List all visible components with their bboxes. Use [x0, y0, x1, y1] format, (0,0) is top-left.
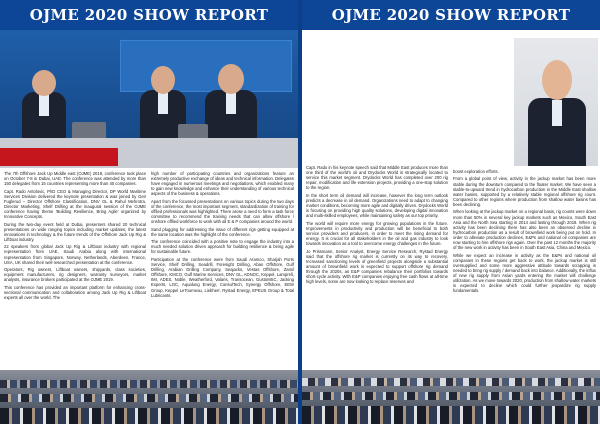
left-report-title: OJME 2020 SHOW REPORT: [29, 6, 269, 24]
paragraph: This conference has provided an important platform for enhancing cross-sectional communication and collaboration among Jack Up Rig & Liftboat experts all over the world. The: [4, 284, 146, 301]
paragraph: Jo Prissmann, Senior Analyst, Energy Service Research, Rystad Energy said that the offshore rig market is currently on its way to recovery. Increased sanctioning levels of greenfield projects alongside a substantial amount of brownfield work is expected to support offshore rig demand through the 2020s, as E&P companies rebalance their portfolios towards short-cycle activity. With E&P companies enjoying free cash flows at all-time high levels, some are now looking to replace reserves and: [306, 248, 448, 285]
paragraph: high number of participating countries and organizations feature an extremely productive exchange of ideas and technical information. Delegates have engaged in numerous meetings and negotiations, which enabled many to gain new knowledge and enhance their understanding of various technical aspects of the business & operations.: [151, 171, 294, 197]
paragraph: Operators, Rig owners, Liftboat owners, shipyards, class societies, equipment manufacturers, rig designers, warranty surveyors, market analysts, insurance brokers participated at the OJME 2019.: [4, 267, 146, 283]
left-column-2: [151, 171, 294, 369]
left-audience-photo: [0, 370, 298, 424]
paragraph: The 7th Offshore Jack Up Middle east (OJME) 2019, conference took place on October 7-8 in Dubai, UAE. The conference was attended by more than 150 delegates from 15 countries representing more than 40 companies.: [4, 171, 146, 187]
stage-screen: [120, 40, 292, 92]
paragraph: From a global point of view, activity in the jackup market has been more stable during the downturn compared to the floater market. We have seen a stable-to-upward trend in hydrocarbon production in the Middle East shallow water basins, supported by a relatively stable regional offshore rig count. Compared to other regions where production from shallow water basins has been declining.: [453, 176, 596, 207]
left-page: [0, 0, 298, 424]
left-column-1: [4, 171, 146, 369]
paragraph: The conference coincided with a positive note to engage the industry into a much needed solution driven approach for building resilience & being agile for sustainable future.: [151, 239, 294, 255]
paragraph: Apart from the focussed presentations on various topics during the two days of the conference, the most important segment, standardization of training for offlied professionals was highlighted. There arose a need to form a task force committee to recommend the training needs that can allow offshore / onshore offlied workforce to work with all E & P companies around the world.: [151, 198, 294, 225]
right-column-1: [306, 165, 448, 368]
paragraph: The world will require more energy for growing populations in the future. Improvements in productivity and production will be beneficial to both service providers and producers, in order to meet the rising demand for energy. It is crucial for all stakeholders in the oil and gas industry to look towards innovation as a tool to overcome energy challenges in the future.: [306, 220, 448, 247]
left-title-band: [0, 0, 298, 30]
paragraph: Capt. Rado Antolovic, PhD CEO & Managing Director, DP World Maritime Services Division delivered the keynote presentation & was joined by Geir Fuglerud – Director Offshore Classification, DNV GL & Rahul Mehrotra, Director Marketing, Shelf Drilling at the inaugural session of the OJME conference having theme 'Building Resilience, Bring Agile' organized by Innovative Concepts.: [4, 188, 146, 220]
paragraph: In the short term oil demand will increase, however the long term outlook predicts a decrease in oil demand. Organizations need to adapt to changing market conditions, becoming more agile and digitally driven. Drydocks World is focusing on providing high quality solutions, developing digital innovation and multi-skilled employees, while maintaining safety as our top priority.: [306, 192, 448, 219]
right-page: [302, 0, 600, 424]
paragraph: During the two-day event held at Dubai, presenters shared 20 technical presentations on wide ranging topics including market updates, the latest innovations in technology & the future trends of the Offshore Jack Up Rig & Liftboat industry.: [4, 221, 146, 242]
red-accent-bar: [0, 148, 118, 166]
paragraph: Participation at the conference were from Saudi Aramco, Sharjah Ports Service, Shelf Drilling, Seadrill, Foresight Drilling, Aban Offshore, Gulf Drilling, Arabian Drilling Company, Seajacks, Vestas Offshore, Zamil Offshore, KMCO, Gulf Marine Services, DNV GL, ADNOC, Keppel, Lamprell, IMI, ADES, Noble, Weatherford, Valaris, Transocean, GustoMSC, Jacking Experts, LOC, Aqualung Energy, ConsulTech, Synergy Offshore, EEW Group, Keppel LeTourneau, Liebherr, Rystad Energy, EPEUS Group & Total Lubricants.: [151, 256, 294, 298]
paragraph: 22 speakers from global Jack Up Rig & Liftboat industry with regional representation from UAE, Saudi Arabia along with international representation from Singapore, Norway, Netherlands, Aberdeen, France, USA, UK shared their well researched presentation at the conference.: [4, 244, 146, 265]
speaker-portrait-photo: [514, 38, 598, 166]
paragraph: While we expect an increase in activity as the E&Ps and national oil companies in these regions get back to work, the jackup market is still oversupplied and some more aggressive attitude towards scrapping is needed to bring rig supply / demand back into balance. Additionally, the influx of new rig supply from Asian yards entering the market will challenge utilization. As we move towards 2020, production from shallow water markets is expected to decline which could further jeopardize rig supply fundamentals.: [453, 252, 596, 294]
paragraph: boost exploration efforts.: [453, 169, 499, 174]
paragraph: When looking at the jackup market on a regional basis, rig counts were down more than 50% in several key jackup markets such as Mexico, South East Asia and the North Sea starting in 2014 and lasting through 2018. When rig activity has been declining there has also been an observed decline in hydrocarbon production as a result of brownfield work being put on hold. In order to alleviate production declines, E&Ps and national oil companies are now starting to hire offshore rigs again. Over the past 12 months the majority of the new work in activity has been in South East Asia, China and Mexico.: [453, 209, 596, 251]
right-column-2: [453, 169, 596, 368]
right-audience-photo: [302, 370, 600, 424]
paragraph: Sand plugging for addressing the issue of different rigs getting equipped at the same location was the highlight of the conference.: [151, 226, 294, 237]
paragraph: Capt. Rado in his keynote speech said that Middle East produces more than one third of the world's oil and Drydocks World is strategically located to service this market segment. Drydocks World has completed over 200 rig repair, modification and life extension projects, providing a one-stop solution to the region.: [306, 165, 448, 191]
right-report-title: OJME 2020 SHOW REPORT: [331, 6, 571, 24]
right-title-band: [302, 0, 600, 30]
